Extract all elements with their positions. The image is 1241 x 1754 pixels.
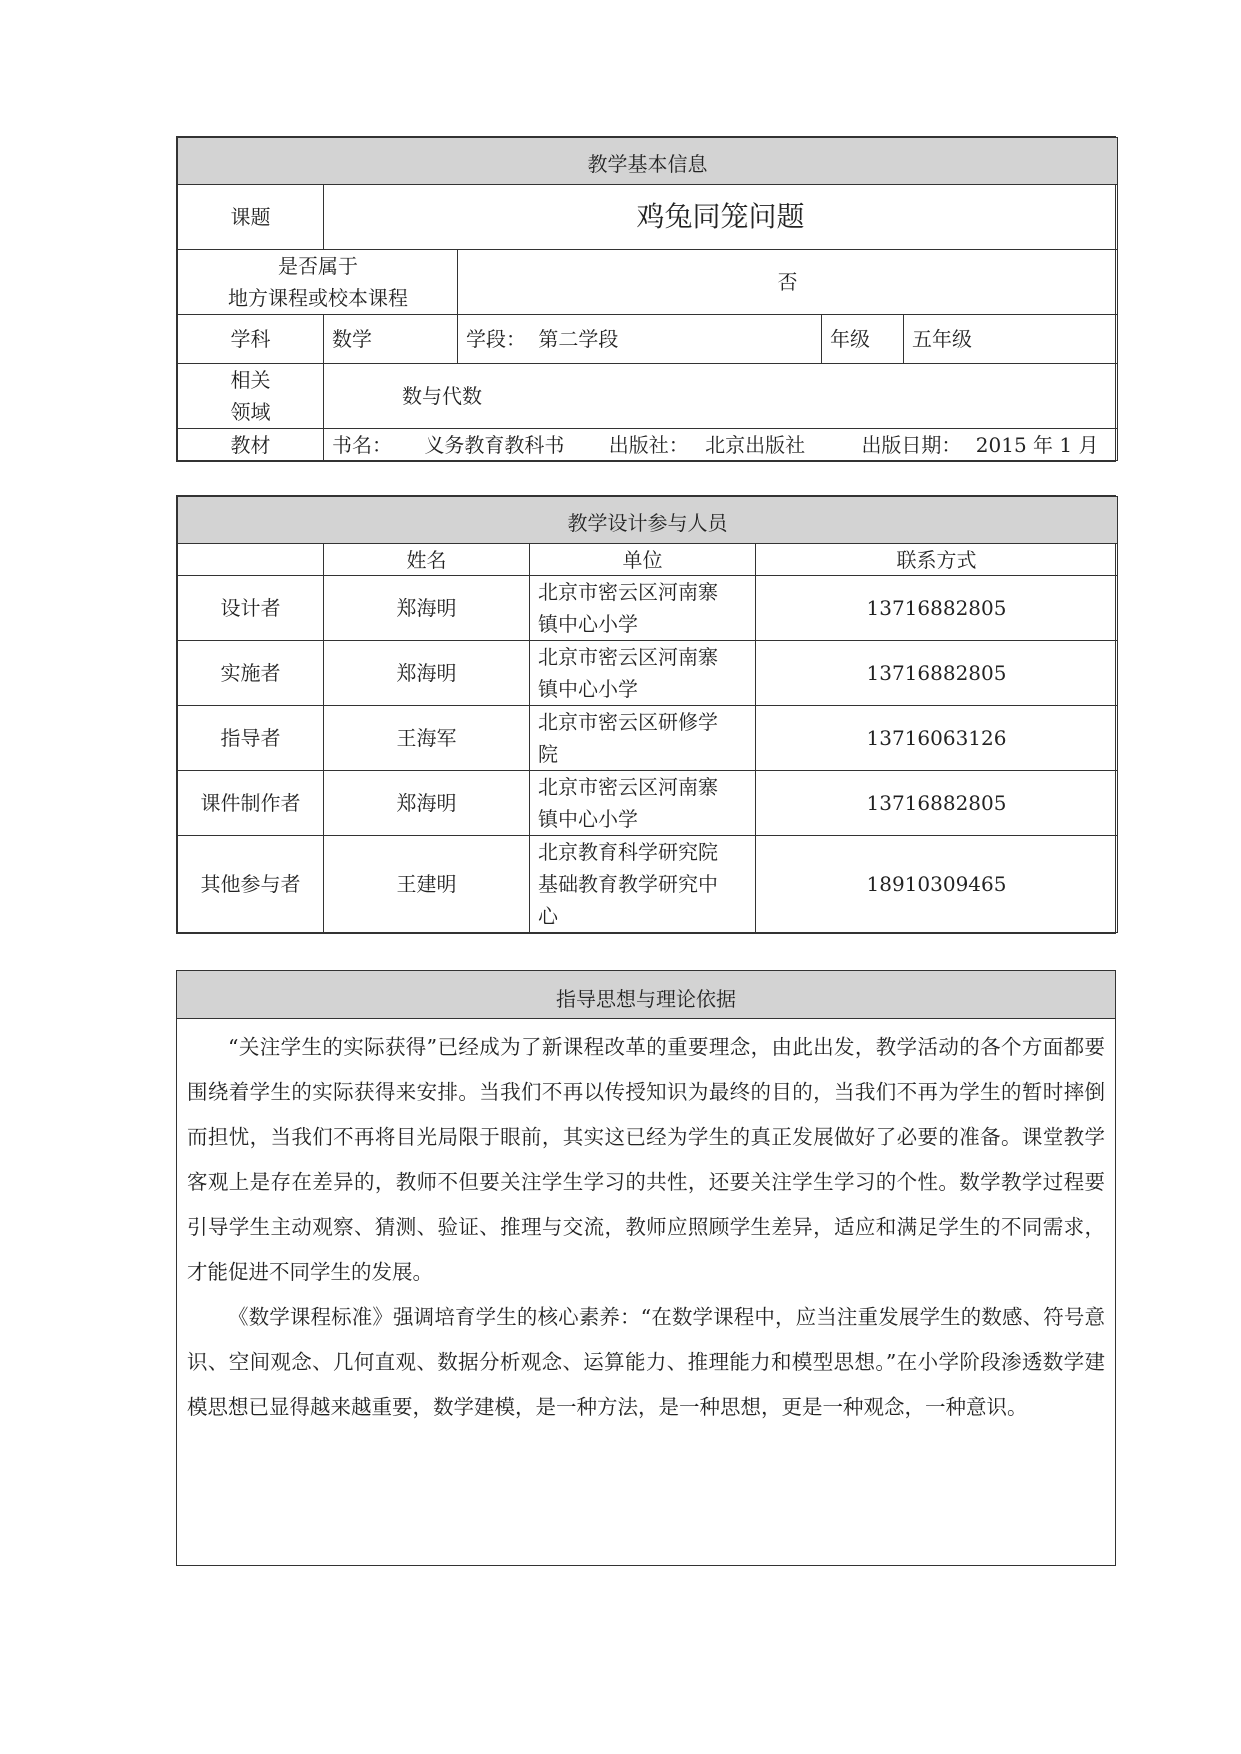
role-cell: 其他参与者 xyxy=(178,836,324,933)
publisher-label: 出版社： xyxy=(608,432,689,457)
local-course-label xyxy=(178,250,458,315)
book-label: 书名： xyxy=(332,432,392,457)
participants-header-unit: 单位 xyxy=(530,544,756,576)
table-row xyxy=(178,576,1118,641)
guidance-paragraph-1: “关注学生的实际获得”已经成为了新课程改革的重要理念，由此出发，教学活动的各个方面都要围绕着学生的实际获得来安排。当我们不再以传授知识为最终的目的，当我们不再为学生的暂时摔倒而担忧，当我们不再将目光局限于眼前，其实这已经为学生的真正发展做好了必要的准备。课堂教学客观上是存在差异的，教师不但要关注学生学习的共性，还要关注学生学习的个性。数学教学过程要引导学生主动观察、猜测、验证、推理与交流，教师应照顾学生差异，适应和满足学生的不同需求，才能促进不同学生的发展。 xyxy=(187,1035,1105,1284)
guidance-body xyxy=(177,1019,1115,1430)
unit-line: 北京市密云区研修学 xyxy=(538,710,718,734)
material-label: 教材 xyxy=(178,429,324,461)
guidance-section xyxy=(176,970,1116,1566)
role-cell: 设计者 xyxy=(178,576,324,641)
name-cell: 郑海明 xyxy=(324,641,530,706)
phone-cell: 18910309465 xyxy=(756,836,1118,933)
unit-line: 院 xyxy=(538,742,558,766)
stage-value: 第二学段 xyxy=(538,327,619,351)
name-cell: 郑海明 xyxy=(324,771,530,836)
book-value: 义务教育教科书 xyxy=(424,432,565,457)
unit-line: 镇中心小学 xyxy=(538,807,638,831)
role-cell: 指导者 xyxy=(178,706,324,771)
unit-cell xyxy=(530,576,756,641)
domain-label xyxy=(178,364,324,429)
unit-line: 北京教育科学研究院 xyxy=(538,840,718,864)
name-cell: 王建明 xyxy=(324,836,530,933)
phone-cell: 13716882805 xyxy=(756,576,1118,641)
unit-cell xyxy=(530,771,756,836)
domain-label-line1: 相关 xyxy=(230,368,271,392)
stage-label: 学段： xyxy=(466,327,526,351)
stage-cell xyxy=(458,315,822,364)
unit-line: 基础教育教学研究中 xyxy=(538,872,718,896)
domain-label-line2: 领域 xyxy=(230,400,271,424)
unit-cell xyxy=(530,706,756,771)
domain-value-text: 数与代数 xyxy=(402,384,482,408)
basic-info-table xyxy=(176,136,1116,462)
table-row xyxy=(178,706,1118,771)
table-row xyxy=(178,771,1118,836)
unit-cell xyxy=(530,836,756,933)
date-value: 2015 年 1 月 xyxy=(975,432,1099,457)
name-cell: 郑海明 xyxy=(324,576,530,641)
topic-value: 鸡兔同笼问题 xyxy=(324,185,1118,250)
role-cell: 实施者 xyxy=(178,641,324,706)
participants-title: 教学设计参与人员 xyxy=(178,497,1118,544)
unit-cell xyxy=(530,641,756,706)
participants-table xyxy=(176,495,1116,934)
domain-value xyxy=(324,364,1118,429)
phone-cell: 13716882805 xyxy=(756,641,1118,706)
unit-line: 心 xyxy=(538,904,558,928)
guidance-title: 指导思想与理论依据 xyxy=(177,971,1115,1019)
local-course-label-line1: 是否属于 xyxy=(278,254,358,278)
publisher-value: 北京出版社 xyxy=(705,432,806,457)
material-value xyxy=(324,429,1118,461)
date-label: 出版日期： xyxy=(861,432,962,457)
basic-info-title: 教学基本信息 xyxy=(178,138,1118,185)
phone-cell: 13716882805 xyxy=(756,771,1118,836)
table-row xyxy=(178,641,1118,706)
subject-value: 数学 xyxy=(324,315,458,364)
unit-line: 北京市密云区河南寨 xyxy=(538,775,718,799)
unit-line: 镇中心小学 xyxy=(538,612,638,636)
table-row xyxy=(178,836,1118,933)
participants-header-role xyxy=(178,544,324,576)
role-cell: 课件制作者 xyxy=(178,771,324,836)
local-course-value: 否 xyxy=(458,250,1118,315)
topic-label: 课题 xyxy=(178,185,324,250)
grade-label: 年级 xyxy=(822,315,904,364)
unit-line: 北京市密云区河南寨 xyxy=(538,580,718,604)
name-cell: 王海军 xyxy=(324,706,530,771)
local-course-label-line2: 地方课程或校本课程 xyxy=(228,286,408,310)
unit-line: 北京市密云区河南寨 xyxy=(538,645,718,669)
phone-cell: 13716063126 xyxy=(756,706,1118,771)
grade-value: 五年级 xyxy=(904,315,1118,364)
guidance-paragraph-2: 《数学课程标准》强调培育学生的核心素养：“在数学课程中，应当注重发展学生的数感、符号意识、空间观念、几何直观、数据分析观念、运算能力、推理能力和模型思想。”在小学阶段渗透数学建模思想已显得越来越重要，数学建模，是一种方法，是一种思想，更是一种观念，一种意识。 xyxy=(187,1305,1105,1419)
unit-line: 镇中心小学 xyxy=(538,677,638,701)
participants-header-name: 姓名 xyxy=(324,544,530,576)
participants-header-phone: 联系方式 xyxy=(756,544,1118,576)
subject-label: 学科 xyxy=(178,315,324,364)
